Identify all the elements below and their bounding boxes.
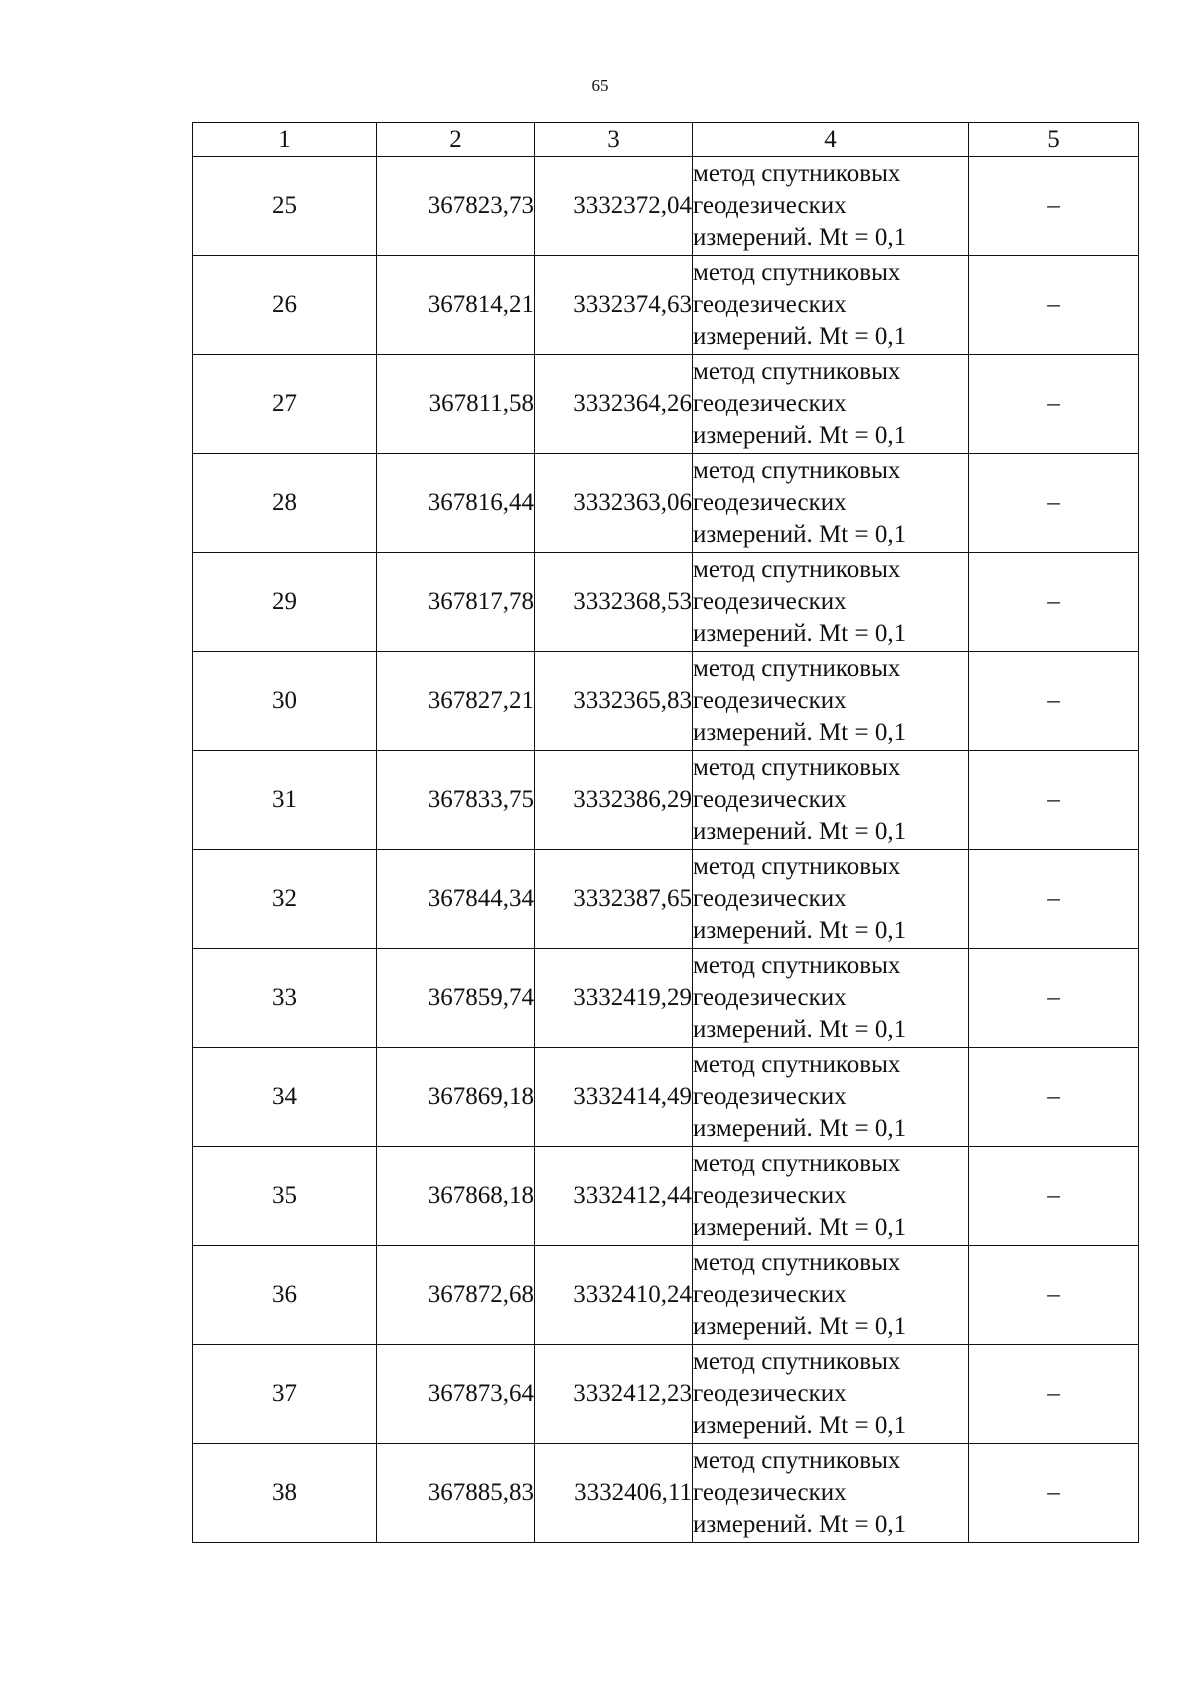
y-coordinate-cell: 3332365,83 xyxy=(535,652,693,751)
note-cell: – xyxy=(969,1345,1139,1444)
table-row xyxy=(193,751,1139,850)
method-line: метод спутниковых xyxy=(693,358,901,385)
method-line: измерений. Mt = 0,1 xyxy=(693,1511,907,1538)
method-cell xyxy=(693,553,969,652)
y-coordinate-cell: 3332386,29 xyxy=(535,751,693,850)
table-row xyxy=(193,454,1139,553)
point-number-cell: 27 xyxy=(193,355,377,454)
x-coordinate-cell: 367872,68 xyxy=(377,1246,535,1345)
method-line: измерений. Mt = 0,1 xyxy=(693,422,907,449)
method-line: метод спутниковых xyxy=(693,1447,901,1474)
method-line: геодезических xyxy=(693,885,847,912)
point-number-cell: 25 xyxy=(193,157,377,256)
x-coordinate-cell: 367817,78 xyxy=(377,553,535,652)
table-row xyxy=(193,256,1139,355)
x-coordinate-cell: 367823,73 xyxy=(377,157,535,256)
note-cell: – xyxy=(969,1147,1139,1246)
method-line: геодезических xyxy=(693,786,847,813)
method-line: измерений. Mt = 0,1 xyxy=(693,719,907,746)
note-cell: – xyxy=(969,256,1139,355)
method-line: измерений. Mt = 0,1 xyxy=(693,917,907,944)
x-coordinate-cell: 367868,18 xyxy=(377,1147,535,1246)
method-line: метод спутниковых xyxy=(693,1348,901,1375)
x-coordinate-cell: 367811,58 xyxy=(377,355,535,454)
x-coordinate-cell: 367814,21 xyxy=(377,256,535,355)
point-number-cell: 32 xyxy=(193,850,377,949)
point-number-cell: 26 xyxy=(193,256,377,355)
method-line: метод спутниковых xyxy=(693,655,901,682)
header-col-1: 1 xyxy=(193,123,377,157)
method-line: метод спутниковых xyxy=(693,1249,901,1276)
x-coordinate-cell: 367844,34 xyxy=(377,850,535,949)
y-coordinate-cell: 3332410,24 xyxy=(535,1246,693,1345)
header-col-4: 4 xyxy=(693,123,969,157)
note-cell: – xyxy=(969,1444,1139,1543)
y-coordinate-cell: 3332374,63 xyxy=(535,256,693,355)
method-line: измерений. Mt = 0,1 xyxy=(693,1115,907,1142)
y-coordinate-cell: 3332419,29 xyxy=(535,949,693,1048)
table-row xyxy=(193,1048,1139,1147)
x-coordinate-cell: 367833,75 xyxy=(377,751,535,850)
table-row xyxy=(193,949,1139,1048)
method-cell xyxy=(693,1048,969,1147)
method-line: геодезических xyxy=(693,1281,847,1308)
y-coordinate-cell: 3332372,04 xyxy=(535,157,693,256)
method-line: геодезических xyxy=(693,588,847,615)
table-row xyxy=(193,1345,1139,1444)
note-cell: – xyxy=(969,454,1139,553)
method-line: измерений. Mt = 0,1 xyxy=(693,818,907,845)
method-cell xyxy=(693,1147,969,1246)
note-cell: – xyxy=(969,553,1139,652)
table-row xyxy=(193,1444,1139,1543)
y-coordinate-cell: 3332387,65 xyxy=(535,850,693,949)
method-line: измерений. Mt = 0,1 xyxy=(693,1214,907,1241)
method-line: геодезических xyxy=(693,1083,847,1110)
x-coordinate-cell: 367816,44 xyxy=(377,454,535,553)
method-line: метод спутниковых xyxy=(693,952,901,979)
note-cell: – xyxy=(969,850,1139,949)
point-number-cell: 37 xyxy=(193,1345,377,1444)
point-number-cell: 34 xyxy=(193,1048,377,1147)
method-line: измерений. Mt = 0,1 xyxy=(693,1313,907,1340)
method-line: измерений. Mt = 0,1 xyxy=(693,224,907,251)
note-cell: – xyxy=(969,355,1139,454)
point-number-cell: 35 xyxy=(193,1147,377,1246)
header-col-2: 2 xyxy=(377,123,535,157)
x-coordinate-cell: 367827,21 xyxy=(377,652,535,751)
y-coordinate-cell: 3332364,26 xyxy=(535,355,693,454)
table-body xyxy=(193,157,1139,1543)
method-line: метод спутниковых xyxy=(693,1150,901,1177)
method-cell xyxy=(693,850,969,949)
point-number-cell: 29 xyxy=(193,553,377,652)
method-line: измерений. Mt = 0,1 xyxy=(693,323,907,350)
method-line: геодезических xyxy=(693,1182,847,1209)
method-cell xyxy=(693,1444,969,1543)
table-row xyxy=(193,850,1139,949)
x-coordinate-cell: 367873,64 xyxy=(377,1345,535,1444)
table-row xyxy=(193,553,1139,652)
method-cell xyxy=(693,652,969,751)
table-header-row xyxy=(193,123,1139,157)
method-line: измерений. Mt = 0,1 xyxy=(693,1412,907,1439)
method-cell xyxy=(693,454,969,553)
method-line: измерений. Mt = 0,1 xyxy=(693,620,907,647)
x-coordinate-cell: 367885,83 xyxy=(377,1444,535,1543)
method-cell xyxy=(693,949,969,1048)
table-row xyxy=(193,157,1139,256)
method-line: метод спутниковых xyxy=(693,259,901,286)
note-cell: – xyxy=(969,157,1139,256)
method-cell xyxy=(693,355,969,454)
method-line: геодезических xyxy=(693,1479,847,1506)
method-cell xyxy=(693,1345,969,1444)
method-line: метод спутниковых xyxy=(693,160,901,187)
method-line: геодезических xyxy=(693,984,847,1011)
point-number-cell: 28 xyxy=(193,454,377,553)
note-cell: – xyxy=(969,1048,1139,1147)
note-cell: – xyxy=(969,652,1139,751)
method-line: метод спутниковых xyxy=(693,556,901,583)
table-row xyxy=(193,652,1139,751)
method-cell xyxy=(693,157,969,256)
table-row xyxy=(193,1147,1139,1246)
point-number-cell: 30 xyxy=(193,652,377,751)
y-coordinate-cell: 3332412,44 xyxy=(535,1147,693,1246)
x-coordinate-cell: 367869,18 xyxy=(377,1048,535,1147)
method-line: геодезических xyxy=(693,390,847,417)
y-coordinate-cell: 3332363,06 xyxy=(535,454,693,553)
point-number-cell: 31 xyxy=(193,751,377,850)
note-cell: – xyxy=(969,751,1139,850)
method-line: измерений. Mt = 0,1 xyxy=(693,1016,907,1043)
x-coordinate-cell: 367859,74 xyxy=(377,949,535,1048)
method-line: измерений. Mt = 0,1 xyxy=(693,521,907,548)
note-cell: – xyxy=(969,1246,1139,1345)
y-coordinate-cell: 3332368,53 xyxy=(535,553,693,652)
method-cell xyxy=(693,256,969,355)
note-cell: – xyxy=(969,949,1139,1048)
method-line: геодезических xyxy=(693,489,847,516)
method-line: геодезических xyxy=(693,687,847,714)
point-number-cell: 38 xyxy=(193,1444,377,1543)
table-row xyxy=(193,1246,1139,1345)
method-cell xyxy=(693,1246,969,1345)
method-line: метод спутниковых xyxy=(693,457,901,484)
method-line: геодезических xyxy=(693,192,847,219)
method-cell xyxy=(693,751,969,850)
header-col-3: 3 xyxy=(535,123,693,157)
header-col-5: 5 xyxy=(969,123,1139,157)
y-coordinate-cell: 3332414,49 xyxy=(535,1048,693,1147)
page-number: 65 xyxy=(591,76,609,95)
y-coordinate-cell: 3332406,11 xyxy=(535,1444,693,1543)
y-coordinate-cell: 3332412,23 xyxy=(535,1345,693,1444)
coordinates-table xyxy=(192,122,1139,1543)
method-line: метод спутниковых xyxy=(693,1051,901,1078)
method-line: метод спутниковых xyxy=(693,754,901,781)
method-line: геодезических xyxy=(693,1380,847,1407)
method-line: метод спутниковых xyxy=(693,853,901,880)
table-row xyxy=(193,355,1139,454)
point-number-cell: 33 xyxy=(193,949,377,1048)
point-number-cell: 36 xyxy=(193,1246,377,1345)
method-line: геодезических xyxy=(693,291,847,318)
